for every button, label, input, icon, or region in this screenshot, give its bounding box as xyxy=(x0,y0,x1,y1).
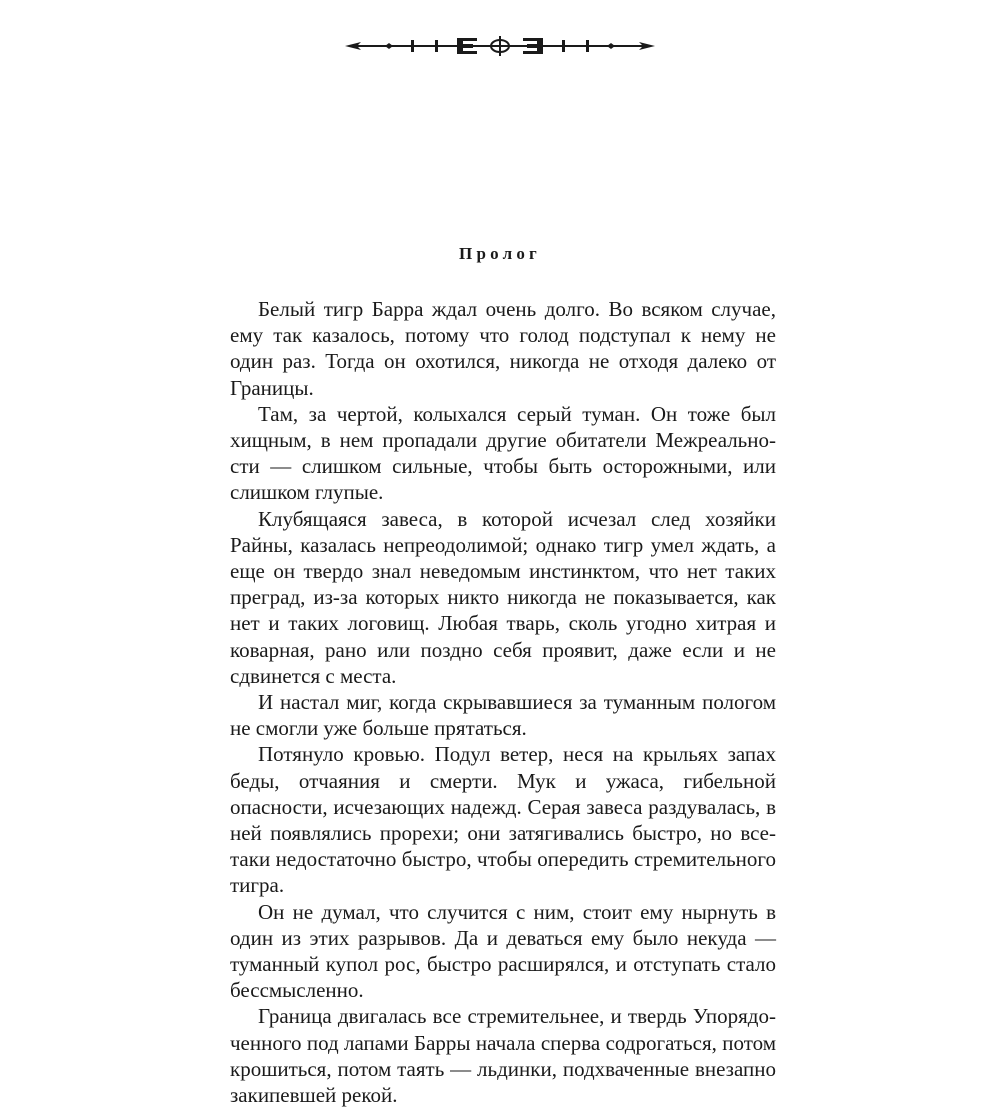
paragraph: Потянуло кровью. Подул ветер, неся на крыльях запах беды, отчаяния и смерти. Мук и ужаса, гибельной опасности, исчезающих надежд. Серая завеса раздувалась, в ней появлялись прорехи; они затягивались быстро, но все-таки недостаточно быстро, чтобы опередить стремительного тигра. xyxy=(230,742,776,898)
decorative-divider-icon xyxy=(345,34,655,58)
paragraph: Там, за чертой, колыхался серый туман. Он тоже был хищным, в нем пропадали другие обитатели Межреальности — слишком сильные, чтобы быть осторожными, или слишком глупые. xyxy=(230,401,776,505)
paragraph: Клубящаяся завеса, в которой исчезал след хозяйки Райны, казалась непреодолимой; однако тигр умел ждать, а еще он твердо знал неведомым инстинктом, что нет таких преград, из-за которых никто никогда не показывается, как нет и таких логовищ. Любая тварь, сколь угодно хитрая и коварная, рано или поздно себя проявит, даже если и не сдвинется с места. xyxy=(230,506,776,688)
paragraph: И настал миг, когда скрывавшиеся за туманным пологом не смогли уже больше прятаться. xyxy=(230,690,776,741)
paragraph: Белый тигр Барра ждал очень долго. Во всяком случае, ему так казалось, потому что голод подступал к нему не один раз. Тогда он охотился, никогда не отходя далеко от Границы. xyxy=(230,297,776,400)
prologue-body xyxy=(230,296,776,1108)
paragraph: Он не думал, что случится с ним, стоит ему нырнуть в один из этих разрывов. Да и деваться ему было некуда — туманный купол рос, быстро расширялся, и отступать стало бессмысленно. xyxy=(230,899,776,1003)
paragraph: Граница двигалась все стремительнее, и твердь Упорядоченного под лапами Барры начала сперва содрогаться, потом крошиться, потом таять — льдинки, подхваченные внезапно закипевшей рекой. xyxy=(230,1004,776,1108)
chapter-title: Пролог xyxy=(459,244,541,263)
